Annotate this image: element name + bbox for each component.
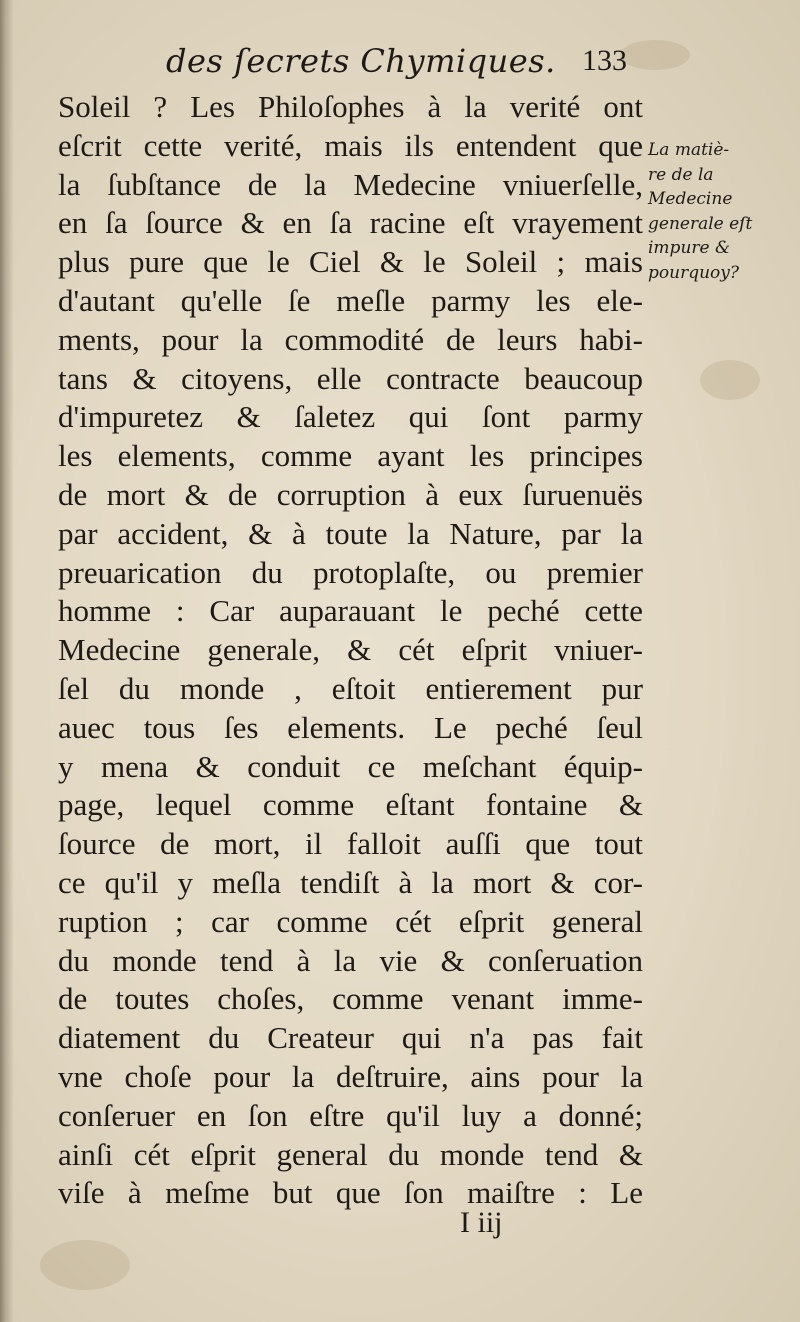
text-line: de mort & de corruption à eux ſuruenuës: [58, 476, 643, 512]
text-line: de toutes choſes, comme venant imme-: [58, 981, 643, 1017]
margin-note-line: impure &: [648, 238, 731, 258]
text-line: homme : Car auparauant le peché cette: [58, 593, 643, 629]
text-line: les elements, comme ayant les principes: [58, 438, 643, 474]
text-line: d'impuretez & ſaletez qui ſont parmy: [58, 399, 643, 435]
text-line: ainſi cét eſprit general du monde tend &: [58, 1136, 643, 1172]
body-text: [58, 88, 643, 1213]
margin-note-line: pourquoy?: [648, 262, 739, 283]
margin-note-line: Medecine: [648, 189, 733, 209]
margin-note-line: La matiè-: [648, 140, 730, 160]
text-line: ruption ; car comme cét eſprit general: [58, 903, 643, 939]
text-line: auec tous ſes elements. Le peché ſeul: [58, 709, 643, 745]
text-line: ce qu'il y meſla tendiſt à la mort & cor-: [58, 864, 643, 900]
margin-note: [648, 138, 796, 285]
text-line: viſe à meſme but que ſon maiſtre : Le: [58, 1175, 643, 1211]
text-line: ſource de mort, il falloit auſſi que tout: [58, 826, 643, 862]
text-line: y mena & conduit ce meſchant équip-: [58, 748, 643, 784]
text-line: du monde tend à la vie & conſeruation: [58, 942, 643, 978]
text-line: ſel du monde , eſtoit entierement pur: [58, 670, 643, 706]
paper-stain: [40, 1240, 130, 1290]
page-number: 133: [582, 44, 627, 77]
signature-mark: I iij: [460, 1206, 503, 1239]
text-line: tans & citoyens, elle contracte beaucoup: [58, 360, 643, 396]
text-line: d'autant qu'elle ſe meſle parmy les ele-: [58, 282, 643, 318]
text-line: conſeruer en ſon eſtre qu'il luy a donné;: [58, 1097, 643, 1133]
text-line: Medecine generale, & cét eſprit vniuer-: [58, 632, 643, 668]
paper-stain: [700, 360, 760, 400]
text-line: preuarication du protoplaſte, ou premier: [58, 554, 643, 590]
text-line: eſcrit cette verité, mais ils entendent que: [58, 127, 643, 163]
text-line: plus pure que le Ciel & le Soleil ; mais: [58, 244, 643, 280]
text-line: ments, pour la commodité de leurs habi-: [58, 321, 643, 357]
text-line: vne choſe pour la deſtruire, ains pour la: [58, 1058, 643, 1094]
running-head: [160, 42, 660, 86]
margin-note-line: re de la: [648, 164, 714, 185]
text-line: page, lequel comme eſtant fontaine &: [58, 787, 643, 823]
text-line: diatement du Createur qui n'a pas fait: [58, 1020, 643, 1056]
text-line: Soleil ? Les Philoſophes à la verité ont: [58, 89, 643, 124]
margin-note-line: generale eſt: [648, 213, 753, 234]
running-head-title: des ſecrets Chymiques.: [166, 42, 556, 80]
text-line: en ſa ſource & en ſa racine eſt vrayement: [58, 205, 643, 241]
text-line: la ſubſtance de la Medecine vniuerſelle,: [58, 166, 643, 202]
text-line: par accident, & à toute la Nature, par la: [58, 515, 643, 551]
